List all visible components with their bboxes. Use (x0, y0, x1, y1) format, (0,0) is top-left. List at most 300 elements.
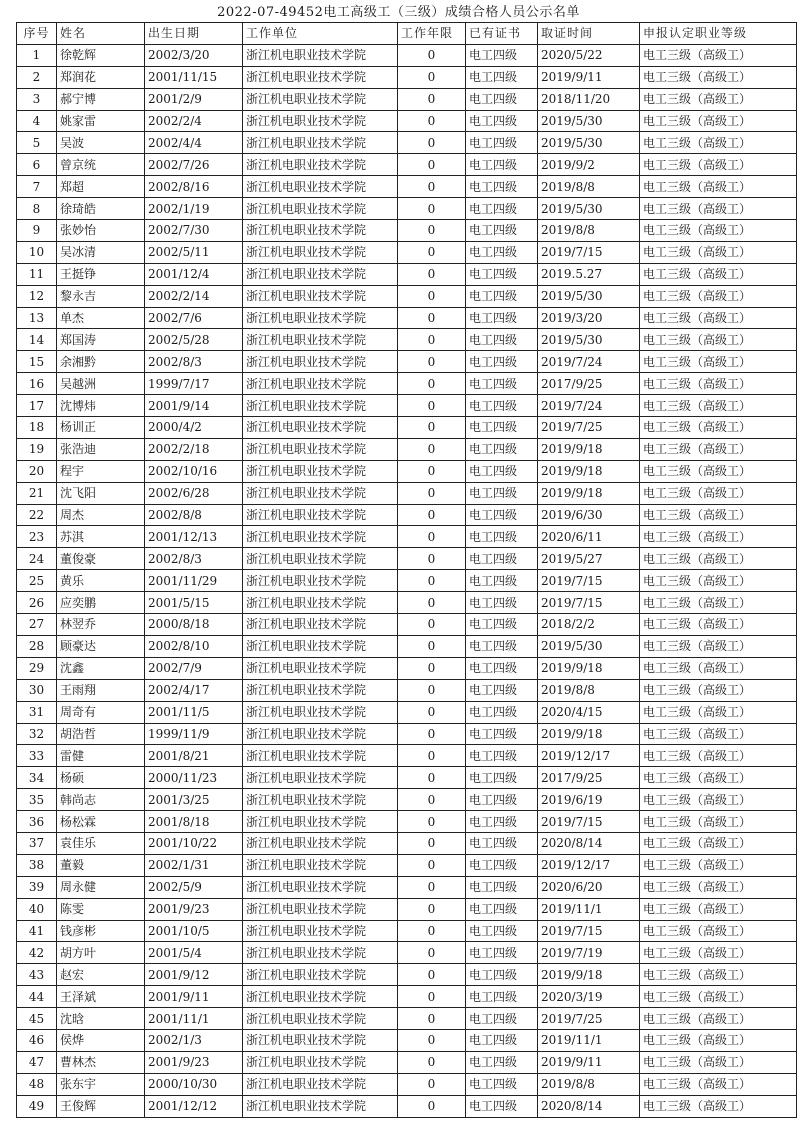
cell-certificate-date: 2019/7/24 (538, 351, 640, 373)
cell-certificate-date: 2019/6/19 (538, 789, 640, 811)
cell-work-years: 0 (398, 679, 466, 701)
cell-work-years: 0 (398, 1029, 466, 1051)
cell-employer: 浙江机电职业技术学院 (243, 88, 398, 110)
cell-existing-certificate: 电工四级 (466, 1095, 538, 1117)
cell-applied-level: 电工三级（高级工） (640, 1073, 797, 1095)
cell-applied-level: 电工三级（高级工） (640, 438, 797, 460)
cell-applied-level: 电工三级（高级工） (640, 679, 797, 701)
cell-name: 杨硕 (57, 767, 145, 789)
cell-work-years: 0 (398, 854, 466, 876)
cell-name: 胡方叶 (57, 942, 145, 964)
cell-name: 王俊辉 (57, 1095, 145, 1117)
cell-name: 赵宏 (57, 964, 145, 986)
cell-birth-date: 2002/8/10 (145, 635, 243, 657)
cell-birth-date: 2002/3/20 (145, 44, 243, 66)
cell-applied-level: 电工三级（高级工） (640, 745, 797, 767)
cell-name: 张妙怡 (57, 220, 145, 242)
cell-index: 11 (17, 263, 57, 285)
cell-applied-level: 电工三级（高级工） (640, 876, 797, 898)
cell-index: 31 (17, 701, 57, 723)
cell-applied-level: 电工三级（高级工） (640, 1051, 797, 1073)
cell-existing-certificate: 电工四级 (466, 176, 538, 198)
cell-work-years: 0 (398, 504, 466, 526)
cell-index: 49 (17, 1095, 57, 1117)
cell-employer: 浙江机电职业技术学院 (243, 876, 398, 898)
cell-index: 12 (17, 285, 57, 307)
cell-certificate-date: 2019/5/30 (538, 635, 640, 657)
cell-applied-level: 电工三级（高级工） (640, 329, 797, 351)
cell-birth-date: 2002/8/16 (145, 176, 243, 198)
cell-certificate-date: 2019/12/17 (538, 854, 640, 876)
cell-work-years: 0 (398, 964, 466, 986)
cell-birth-date: 2001/11/1 (145, 1008, 243, 1030)
cell-birth-date: 2002/4/17 (145, 679, 243, 701)
cell-work-years: 0 (398, 285, 466, 307)
cell-name: 吴波 (57, 132, 145, 154)
cell-applied-level: 电工三级（高级工） (640, 395, 797, 417)
cell-applied-level: 电工三级（高级工） (640, 701, 797, 723)
cell-employer: 浙江机电职业技术学院 (243, 964, 398, 986)
cell-work-years: 0 (398, 811, 466, 833)
cell-birth-date: 2001/12/4 (145, 263, 243, 285)
cell-applied-level: 电工三级（高级工） (640, 570, 797, 592)
cell-birth-date: 2001/5/15 (145, 592, 243, 614)
cell-name: 周杰 (57, 504, 145, 526)
table-row (17, 614, 797, 636)
cell-certificate-date: 2019/7/15 (538, 811, 640, 833)
cell-existing-certificate: 电工四级 (466, 198, 538, 220)
table-row (17, 942, 797, 964)
cell-name: 单杰 (57, 307, 145, 329)
cell-existing-certificate: 电工四级 (466, 220, 538, 242)
cell-existing-certificate: 电工四级 (466, 88, 538, 110)
table-body (17, 44, 797, 1117)
cell-employer: 浙江机电职业技术学院 (243, 241, 398, 263)
cell-birth-date: 2002/7/30 (145, 220, 243, 242)
cell-index: 13 (17, 307, 57, 329)
roster-table (16, 22, 797, 1118)
cell-applied-level: 电工三级（高级工） (640, 263, 797, 285)
cell-existing-certificate: 电工四级 (466, 701, 538, 723)
cell-work-years: 0 (398, 438, 466, 460)
cell-applied-level: 电工三级（高级工） (640, 198, 797, 220)
table-row (17, 373, 797, 395)
cell-certificate-date: 2019/8/8 (538, 679, 640, 701)
cell-name: 周奇有 (57, 701, 145, 723)
table-row (17, 482, 797, 504)
cell-work-years: 0 (398, 176, 466, 198)
cell-employer: 浙江机电职业技术学院 (243, 438, 398, 460)
cell-existing-certificate: 电工四级 (466, 526, 538, 548)
cell-index: 26 (17, 592, 57, 614)
cell-employer: 浙江机电职业技术学院 (243, 66, 398, 88)
cell-index: 46 (17, 1029, 57, 1051)
cell-employer: 浙江机电职业技术学院 (243, 44, 398, 66)
cell-work-years: 0 (398, 417, 466, 439)
cell-work-years: 0 (398, 920, 466, 942)
cell-birth-date: 2001/10/5 (145, 920, 243, 942)
cell-applied-level: 电工三级（高级工） (640, 110, 797, 132)
cell-birth-date: 2001/11/15 (145, 66, 243, 88)
cell-index: 30 (17, 679, 57, 701)
cell-name: 苏淇 (57, 526, 145, 548)
cell-existing-certificate: 电工四级 (466, 1051, 538, 1073)
cell-certificate-date: 2019/8/8 (538, 220, 640, 242)
cell-birth-date: 2001/9/12 (145, 964, 243, 986)
cell-index: 23 (17, 526, 57, 548)
cell-employer: 浙江机电职业技术学院 (243, 1051, 398, 1073)
cell-work-years: 0 (398, 745, 466, 767)
cell-applied-level: 电工三级（高级工） (640, 832, 797, 854)
cell-birth-date: 2001/9/11 (145, 986, 243, 1008)
cell-name: 曹林杰 (57, 1051, 145, 1073)
cell-employer: 浙江机电职业技术学院 (243, 854, 398, 876)
cell-index: 17 (17, 395, 57, 417)
cell-existing-certificate: 电工四级 (466, 920, 538, 942)
cell-birth-date: 2002/8/3 (145, 351, 243, 373)
cell-existing-certificate: 电工四级 (466, 1008, 538, 1030)
cell-index: 35 (17, 789, 57, 811)
cell-applied-level: 电工三级（高级工） (640, 723, 797, 745)
cell-applied-level: 电工三级（高级工） (640, 789, 797, 811)
cell-index: 7 (17, 176, 57, 198)
table-row (17, 964, 797, 986)
cell-applied-level: 电工三级（高级工） (640, 1095, 797, 1117)
cell-existing-certificate: 电工四级 (466, 351, 538, 373)
cell-work-years: 0 (398, 1008, 466, 1030)
cell-applied-level: 电工三级（高级工） (640, 504, 797, 526)
table-row (17, 635, 797, 657)
table-row (17, 88, 797, 110)
cell-work-years: 0 (398, 198, 466, 220)
cell-work-years: 0 (398, 241, 466, 263)
cell-existing-certificate: 电工四级 (466, 570, 538, 592)
cell-work-years: 0 (398, 898, 466, 920)
cell-certificate-date: 2020/6/20 (538, 876, 640, 898)
cell-work-years: 0 (398, 351, 466, 373)
cell-work-years: 0 (398, 88, 466, 110)
cell-birth-date: 2002/7/26 (145, 154, 243, 176)
cell-index: 8 (17, 198, 57, 220)
cell-existing-certificate: 电工四级 (466, 1073, 538, 1095)
cell-birth-date: 2002/2/18 (145, 438, 243, 460)
table-row (17, 986, 797, 1008)
cell-work-years: 0 (398, 614, 466, 636)
table-row (17, 351, 797, 373)
cell-name: 林翌乔 (57, 614, 145, 636)
cell-existing-certificate: 电工四级 (466, 657, 538, 679)
cell-existing-certificate: 电工四级 (466, 329, 538, 351)
cell-existing-certificate: 电工四级 (466, 154, 538, 176)
cell-certificate-date: 2020/8/14 (538, 1095, 640, 1117)
cell-employer: 浙江机电职业技术学院 (243, 745, 398, 767)
cell-index: 48 (17, 1073, 57, 1095)
table-row (17, 110, 797, 132)
cell-applied-level: 电工三级（高级工） (640, 964, 797, 986)
cell-applied-level: 电工三级（高级工） (640, 66, 797, 88)
cell-certificate-date: 2019/9/11 (538, 66, 640, 88)
cell-index: 9 (17, 220, 57, 242)
cell-applied-level: 电工三级（高级工） (640, 132, 797, 154)
cell-employer: 浙江机电职业技术学院 (243, 526, 398, 548)
cell-work-years: 0 (398, 307, 466, 329)
cell-existing-certificate: 电工四级 (466, 679, 538, 701)
cell-existing-certificate: 电工四级 (466, 942, 538, 964)
cell-index: 42 (17, 942, 57, 964)
cell-birth-date: 2002/8/3 (145, 548, 243, 570)
cell-name: 钱彦彬 (57, 920, 145, 942)
cell-index: 5 (17, 132, 57, 154)
cell-work-years: 0 (398, 329, 466, 351)
cell-applied-level: 电工三级（高级工） (640, 854, 797, 876)
cell-name: 郝宁博 (57, 88, 145, 110)
table-row (17, 854, 797, 876)
cell-index: 27 (17, 614, 57, 636)
cell-index: 16 (17, 373, 57, 395)
cell-employer: 浙江机电职业技术学院 (243, 1008, 398, 1030)
cell-work-years: 0 (398, 460, 466, 482)
cell-name: 张浩迪 (57, 438, 145, 460)
table-row (17, 176, 797, 198)
cell-employer: 浙江机电职业技术学院 (243, 110, 398, 132)
cell-birth-date: 2002/7/9 (145, 657, 243, 679)
cell-certificate-date: 2019/5/30 (538, 285, 640, 307)
cell-certificate-date: 2019.5.27 (538, 263, 640, 285)
cell-applied-level: 电工三级（高级工） (640, 614, 797, 636)
cell-index: 3 (17, 88, 57, 110)
cell-index: 4 (17, 110, 57, 132)
table-row (17, 679, 797, 701)
cell-applied-level: 电工三级（高级工） (640, 154, 797, 176)
cell-employer: 浙江机电职业技术学院 (243, 460, 398, 482)
cell-name: 沈飞阳 (57, 482, 145, 504)
cell-existing-certificate: 电工四级 (466, 417, 538, 439)
cell-applied-level: 电工三级（高级工） (640, 592, 797, 614)
cell-certificate-date: 2020/4/15 (538, 701, 640, 723)
cell-applied-level: 电工三级（高级工） (640, 548, 797, 570)
cell-name: 黎永吉 (57, 285, 145, 307)
cell-applied-level: 电工三级（高级工） (640, 635, 797, 657)
cell-employer: 浙江机电职业技术学院 (243, 679, 398, 701)
cell-name: 郑超 (57, 176, 145, 198)
cell-certificate-date: 2019/5/30 (538, 110, 640, 132)
header-cell-certificate-date: 取证时间 (538, 23, 640, 45)
cell-index: 14 (17, 329, 57, 351)
cell-existing-certificate: 电工四级 (466, 876, 538, 898)
cell-index: 25 (17, 570, 57, 592)
cell-applied-level: 电工三级（高级工） (640, 986, 797, 1008)
cell-certificate-date: 2019/12/17 (538, 745, 640, 767)
cell-birth-date: 2002/1/31 (145, 854, 243, 876)
cell-certificate-date: 2019/8/8 (538, 1073, 640, 1095)
cell-index: 33 (17, 745, 57, 767)
cell-birth-date: 2001/11/5 (145, 701, 243, 723)
cell-index: 28 (17, 635, 57, 657)
cell-work-years: 0 (398, 395, 466, 417)
cell-applied-level: 电工三级（高级工） (640, 285, 797, 307)
cell-employer: 浙江机电职业技术学院 (243, 832, 398, 854)
cell-birth-date: 2001/10/22 (145, 832, 243, 854)
cell-name: 沈晗 (57, 1008, 145, 1030)
cell-index: 39 (17, 876, 57, 898)
cell-employer: 浙江机电职业技术学院 (243, 635, 398, 657)
cell-employer: 浙江机电职业技术学院 (243, 1029, 398, 1051)
cell-work-years: 0 (398, 220, 466, 242)
cell-certificate-date: 2019/11/1 (538, 898, 640, 920)
cell-birth-date: 2000/10/30 (145, 1073, 243, 1095)
cell-work-years: 0 (398, 1051, 466, 1073)
header-cell-index: 序号 (17, 23, 57, 45)
cell-certificate-date: 2019/9/18 (538, 482, 640, 504)
table-row (17, 285, 797, 307)
cell-existing-certificate: 电工四级 (466, 132, 538, 154)
cell-work-years: 0 (398, 1095, 466, 1117)
cell-existing-certificate: 电工四级 (466, 263, 538, 285)
cell-existing-certificate: 电工四级 (466, 548, 538, 570)
cell-existing-certificate: 电工四级 (466, 44, 538, 66)
table-row (17, 898, 797, 920)
cell-name: 余湘黔 (57, 351, 145, 373)
cell-name: 雷健 (57, 745, 145, 767)
cell-certificate-date: 2019/5/27 (538, 548, 640, 570)
cell-name: 侯烨 (57, 1029, 145, 1051)
cell-birth-date: 2001/8/21 (145, 745, 243, 767)
cell-employer: 浙江机电职业技术学院 (243, 351, 398, 373)
cell-employer: 浙江机电职业技术学院 (243, 986, 398, 1008)
header-cell-employer: 工作单位 (243, 23, 398, 45)
table-row (17, 44, 797, 66)
cell-name: 郑润花 (57, 66, 145, 88)
cell-applied-level: 电工三级（高级工） (640, 307, 797, 329)
cell-work-years: 0 (398, 876, 466, 898)
cell-employer: 浙江机电职业技术学院 (243, 592, 398, 614)
cell-existing-certificate: 电工四级 (466, 460, 538, 482)
cell-employer: 浙江机电职业技术学院 (243, 132, 398, 154)
cell-certificate-date: 2019/7/15 (538, 241, 640, 263)
cell-applied-level: 电工三级（高级工） (640, 1029, 797, 1051)
cell-existing-certificate: 电工四级 (466, 986, 538, 1008)
cell-birth-date: 2001/8/18 (145, 811, 243, 833)
cell-applied-level: 电工三级（高级工） (640, 942, 797, 964)
cell-certificate-date: 2019/11/1 (538, 1029, 640, 1051)
cell-birth-date: 2000/4/2 (145, 417, 243, 439)
cell-certificate-date: 2019/5/30 (538, 329, 640, 351)
cell-certificate-date: 2020/3/19 (538, 986, 640, 1008)
cell-work-years: 0 (398, 723, 466, 745)
cell-employer: 浙江机电职业技术学院 (243, 767, 398, 789)
header-cell-birth-date: 出生日期 (145, 23, 243, 45)
cell-work-years: 0 (398, 570, 466, 592)
cell-birth-date: 2000/11/23 (145, 767, 243, 789)
cell-employer: 浙江机电职业技术学院 (243, 395, 398, 417)
table-row (17, 198, 797, 220)
cell-employer: 浙江机电职业技术学院 (243, 723, 398, 745)
cell-employer: 浙江机电职业技术学院 (243, 307, 398, 329)
table-row (17, 1029, 797, 1051)
cell-employer: 浙江机电职业技术学院 (243, 176, 398, 198)
cell-certificate-date: 2019/7/19 (538, 942, 640, 964)
cell-work-years: 0 (398, 548, 466, 570)
cell-applied-level: 电工三级（高级工） (640, 811, 797, 833)
cell-birth-date: 2002/1/19 (145, 198, 243, 220)
cell-certificate-date: 2019/9/18 (538, 723, 640, 745)
cell-existing-certificate: 电工四级 (466, 767, 538, 789)
cell-name: 沈博炜 (57, 395, 145, 417)
cell-name: 吴越洲 (57, 373, 145, 395)
cell-applied-level: 电工三级（高级工） (640, 526, 797, 548)
cell-index: 10 (17, 241, 57, 263)
cell-employer: 浙江机电职业技术学院 (243, 329, 398, 351)
cell-index: 29 (17, 657, 57, 679)
table-row (17, 417, 797, 439)
cell-applied-level: 电工三级（高级工） (640, 176, 797, 198)
cell-existing-certificate: 电工四级 (466, 854, 538, 876)
cell-employer: 浙江机电职业技术学院 (243, 263, 398, 285)
cell-applied-level: 电工三级（高级工） (640, 417, 797, 439)
cell-applied-level: 电工三级（高级工） (640, 482, 797, 504)
cell-certificate-date: 2019/8/8 (538, 176, 640, 198)
cell-employer: 浙江机电职业技术学院 (243, 789, 398, 811)
cell-index: 36 (17, 811, 57, 833)
cell-certificate-date: 2019/9/2 (538, 154, 640, 176)
table-row (17, 132, 797, 154)
cell-work-years: 0 (398, 110, 466, 132)
cell-work-years: 0 (398, 657, 466, 679)
cell-certificate-date: 2019/9/18 (538, 438, 640, 460)
cell-employer: 浙江机电职业技术学院 (243, 482, 398, 504)
header-row (17, 23, 797, 45)
cell-name: 姚家雷 (57, 110, 145, 132)
cell-name: 王泽斌 (57, 986, 145, 1008)
cell-existing-certificate: 电工四级 (466, 241, 538, 263)
cell-certificate-date: 2019/9/18 (538, 964, 640, 986)
cell-employer: 浙江机电职业技术学院 (243, 373, 398, 395)
cell-employer: 浙江机电职业技术学院 (243, 548, 398, 570)
cell-birth-date: 2002/1/3 (145, 1029, 243, 1051)
cell-birth-date: 2002/4/4 (145, 132, 243, 154)
cell-name: 顾豪达 (57, 635, 145, 657)
cell-existing-certificate: 电工四级 (466, 789, 538, 811)
cell-name: 应奕鹏 (57, 592, 145, 614)
table-row (17, 307, 797, 329)
cell-employer: 浙江机电职业技术学院 (243, 198, 398, 220)
cell-name: 徐乾辉 (57, 44, 145, 66)
cell-certificate-date: 2017/9/25 (538, 767, 640, 789)
cell-name: 徐琦皓 (57, 198, 145, 220)
cell-certificate-date: 2019/7/25 (538, 417, 640, 439)
table-row (17, 154, 797, 176)
cell-birth-date: 2001/12/13 (145, 526, 243, 548)
cell-index: 20 (17, 460, 57, 482)
cell-work-years: 0 (398, 154, 466, 176)
cell-employer: 浙江机电职业技术学院 (243, 1095, 398, 1117)
cell-certificate-date: 2019/3/20 (538, 307, 640, 329)
table-row (17, 395, 797, 417)
table-row (17, 548, 797, 570)
cell-existing-certificate: 电工四级 (466, 482, 538, 504)
cell-name: 吴冰清 (57, 241, 145, 263)
cell-applied-level: 电工三级（高级工） (640, 88, 797, 110)
table-row (17, 66, 797, 88)
cell-index: 45 (17, 1008, 57, 1030)
cell-name: 袁佳乐 (57, 832, 145, 854)
document-title: 2022-07-49452电工高级工（三级）成绩合格人员公示名单 (217, 5, 580, 20)
header-cell-existing-certificate: 已有证书 (466, 23, 538, 45)
cell-name: 韩尚志 (57, 789, 145, 811)
cell-work-years: 0 (398, 986, 466, 1008)
cell-work-years: 0 (398, 942, 466, 964)
cell-existing-certificate: 电工四级 (466, 811, 538, 833)
